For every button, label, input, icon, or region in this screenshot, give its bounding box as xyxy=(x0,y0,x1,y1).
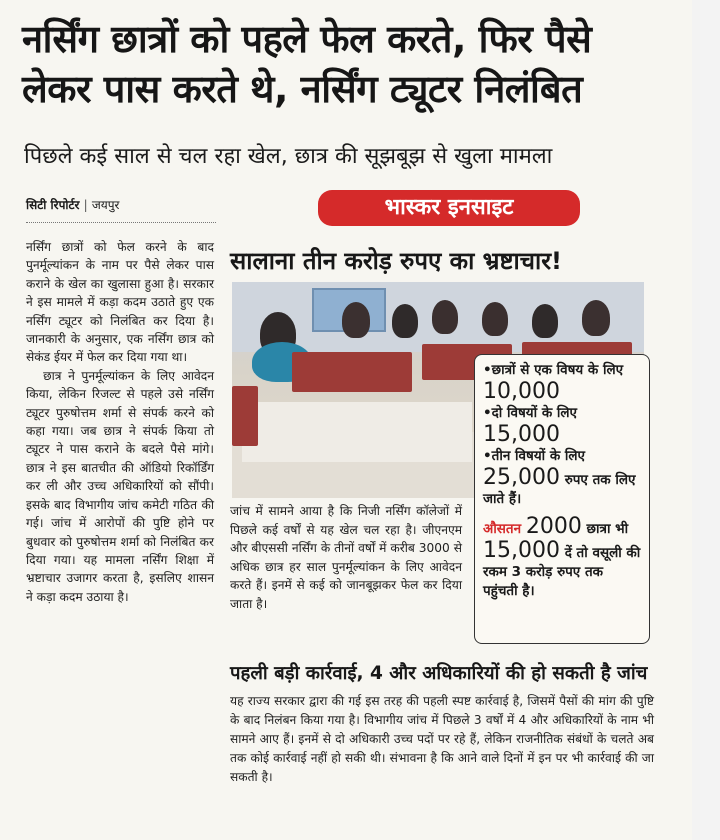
middle-column: जांच में सामने आया है कि निजी नर्सिंग कॉलेजों में पिछले कई वर्षों से यह खेल चल रहा है। जीएनएम और बीएससी नर्सिंग के तीनों वर्षों में करीब 3000 से अधिक छात्र हर साल पुनर्मूल्यांकन के लिए आवेदन करते हैं। इनमें से कई को जानबूझकर फेल कर दिया जाता है। xyxy=(230,504,462,611)
callout-item-two-subjects xyxy=(483,404,641,447)
photo-student xyxy=(582,300,610,336)
section-title-corruption: सालाना तीन करोड़ रुपए का भ्रष्टाचार! xyxy=(230,247,562,275)
callout-average xyxy=(483,515,641,601)
photo-student xyxy=(532,304,558,338)
bottom-paragraph: यह राज्य सरकार द्वारा की गई इस तरह की पहली स्पष्ट कार्रवाई है, जिसमें पैसों की मांग की पुष्टि के बाद निलंबन किया गया है। विभागीय जांच में पिछले 3 वर्षों में 4 और अधिकारियों के नाम भी सामने आए हैं। इनमें से दो अधिकारी उच्च पदों पर रहे हैं, लेकिन राजनीतिक संबंधों के चलते अब तक कोई कार्रवाई नहीं हो सकी थी। संभावना है कि आने वाले दिनों में इन पर भी कार्रवाई की जा सकती है। xyxy=(230,694,654,784)
photo-student xyxy=(342,302,370,338)
callout-item1-amount: 10,000 xyxy=(483,379,560,404)
left-paragraph-2: छात्र ने पुनर्मूल्यांकन के लिए आवेदन किया, लेकिन रिजल्ट से पहले उसे नर्सिंग ट्यूटर पुरुषोत्तम शर्मा से संपर्क करने को कहा गया। जब छात्र ने संपर्क किया तो ट्यूटर ने पास कराने के बदले पैसे मांगे। छात्र ने इस बातचीत की ऑडियो रिकॉर्डिंग कर ली और उच्च अधिकारियों को सौंपी। इसके बाद विभागीय जांच कमेटी गठित की गई। जांच में आरोपों की पुष्टि होने पर बुधवार को पुरुषोत्तम शर्मा को निलंबित कर दिया गया। यह मामला नर्सिंग शिक्षा में भ्रष्टाचार उजागर करता है, इसलिए शासन ने कड़ा कदम उठाया है। xyxy=(26,368,214,604)
callout-item-one-subject xyxy=(483,361,641,404)
photo-student xyxy=(432,300,458,334)
callout-avg-text2: दें तो वसूली की रकम 3 करोड़ रुपए तक पहुंचती है। xyxy=(483,545,641,599)
subheadline: पिछले कई साल से चल रहा खेल, छात्र की सूझबूझ से खुला मामला xyxy=(24,144,553,169)
reporter-name: सिटी रिपोर्टर xyxy=(26,198,80,212)
callout-avg-amount: 2000 xyxy=(525,514,582,539)
callout-item2-amount: 15,000 xyxy=(483,422,560,447)
callout-item3-suffix: रुपए तक लिए जाते हैं। xyxy=(483,472,636,507)
callout-avg-label: औसतन xyxy=(483,521,522,537)
section-title-action: पहली बड़ी कार्रवाई, 4 और अधिकारियों की हो सकती है जांच xyxy=(230,663,648,684)
brand-tag: भास्कर इनसाइट xyxy=(318,190,580,226)
byline xyxy=(26,196,119,213)
callout-item2-text: •दो विषयों के लिए xyxy=(483,405,578,421)
left-paragraph-1: नर्सिंग छात्रों को फेल करने के बाद पुनर्मूल्यांकन के नाम पर पैसे लेकर पास कराने के खेल का खुलासा हुआ है। सरकार ने इस मामले में कड़ा कदम उठाते हुए एक नर्सिंग ट्यूटर को निलंबित कर दिया है। जानकारी के अनुसार, एक नर्सिंग छात्र को सेकंड ईयर में फेल कर दिया गया था। xyxy=(26,240,214,365)
callout-avg-amount2: 15,000 xyxy=(483,538,560,563)
callout-item3-text: •तीन विषयों के लिए xyxy=(483,448,586,464)
headline: नर्सिंग छात्रों को पहले फेल करते, फिर पैसे लेकर पास करते थे, नर्सिंग ट्यूटर निलंबित xyxy=(22,17,592,111)
callout-item3-amount: 25,000 xyxy=(483,465,560,490)
byline-separator: | xyxy=(83,198,88,212)
photo-desk xyxy=(292,352,412,392)
photo-student xyxy=(392,304,418,338)
fee-callout-box xyxy=(474,354,650,644)
byline-city: जयपुर xyxy=(91,198,120,212)
callout-avg-text1: छात्रा भी xyxy=(586,521,629,537)
photo-student xyxy=(482,302,508,336)
callout-item-three-subjects xyxy=(483,447,641,509)
page-margin xyxy=(692,0,720,840)
byline-divider xyxy=(26,222,216,223)
photo-foreground-table xyxy=(242,402,472,462)
photo-desk xyxy=(232,386,258,446)
callout-item1-text: •छात्रों से एक विषय के लिए xyxy=(483,362,624,378)
left-column xyxy=(26,238,214,606)
